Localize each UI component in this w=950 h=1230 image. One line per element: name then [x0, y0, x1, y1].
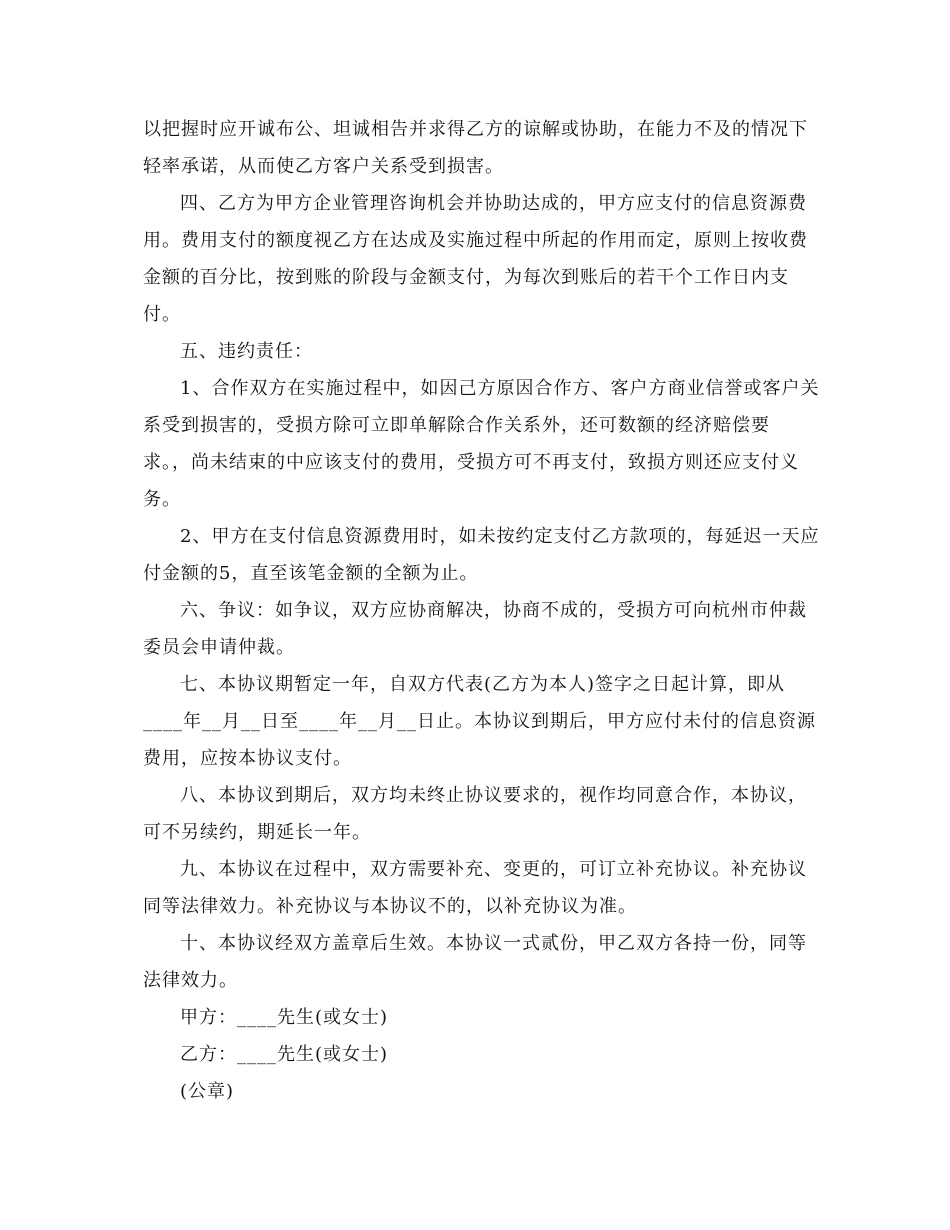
text-line: 四、乙方为甲方企业管理咨询机会并协助达成的，甲方应支付的信息资源费: [180, 193, 807, 214]
text-line: 轻率承诺，从而使乙方客户关系受到损害。: [143, 156, 504, 177]
text-line: 九、本协议在过程中，双方需要补充、变更的，可订立补充协议。补充协议: [180, 859, 807, 880]
text-line: 1、合作双方在实施过程中，如因己方原因合作方、客户方商业信誉或客户关: [180, 378, 820, 399]
text-line: 十、本协议经双方盖章后生效。本协议一式贰份，甲乙双方各持一份，同等: [180, 933, 807, 954]
text-line: 付金额的5，直至该笔金额的全额为止。: [143, 563, 479, 584]
text-line: ____年__月__日至____年__月__日止。本协议到期后，甲方应付未付的信息资源: [143, 711, 816, 732]
party-a-signature-line: 甲方：____先生(或女士): [180, 1007, 389, 1028]
text-line: 七、本协议期暂定一年，自双方代表(乙方为本人)签字之日起计算，即从: [180, 674, 786, 695]
party-b-signature-line: 乙方：____先生(或女士): [180, 1044, 389, 1065]
text-line: 费用，应按本协议支付。: [143, 748, 352, 769]
text-line: 付。: [143, 304, 181, 325]
section-heading: 五、违约责任：: [180, 341, 313, 362]
seal-label: (公章): [180, 1081, 235, 1102]
text-line: 可不另续约，期延长一年。: [143, 822, 371, 843]
text-line: 金额的百分比，按到账的阶段与金额支付，为每次到账后的若干个工作日内支: [143, 267, 789, 288]
text-line: 以把握时应开诚布公、坦诚相告并求得乙方的谅解或协助，在能力不及的情况下: [143, 119, 808, 140]
text-line: 六、争议：如争议，双方应协商解决，协商不成的，受损方可向杭州市仲裁: [180, 600, 807, 621]
text-line: 系受到损害的，受损方除可立即单解除合作关系外，还可数额的经济赔偿要: [143, 415, 770, 436]
text-line: 2、甲方在支付信息资源费用时，如未按约定支付乙方款项的，每延迟一天应: [180, 526, 820, 547]
text-line: 委员会申请仲裁。: [143, 637, 295, 658]
text-line: 八、本协议到期后，双方均未终止协议要求的，视作均同意合作，本协议，: [180, 785, 807, 806]
text-line: 法律效力。: [143, 970, 238, 991]
text-line: 同等法律效力。补充协议与本协议不的，以补充协议为准。: [143, 896, 637, 917]
text-line: 求。，尚未结束的中应该支付的费用，受损方可不再支付，致损方则还应支付义: [143, 452, 799, 473]
text-line: 用。费用支付的额度视乙方在达成及实施过程中所起的作用而定，原则上按收费: [143, 230, 808, 251]
text-line: 务。: [143, 489, 181, 510]
